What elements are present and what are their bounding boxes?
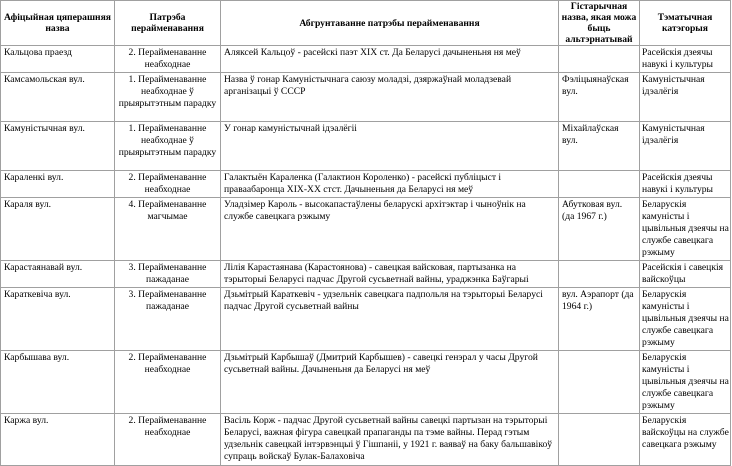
header-official-name: Афіцыйная цяперашняя назва bbox=[1, 1, 115, 46]
table-body bbox=[1, 46, 731, 466]
cell-official-name: Камуністычная вул. bbox=[1, 122, 115, 171]
cell-historical-name: вул. Аэрапорт (да 1964 г.) bbox=[559, 288, 640, 351]
cell-justification: Уладзімер Кароль - высокапастаўлены беларускі архітэктар і чыноўнік на службе савецкага рэжыму bbox=[221, 198, 559, 261]
cell-category: Беларускія вайскоўцы на службе савецкага рэжыму bbox=[640, 414, 731, 466]
cell-category: Беларускія камуністы і цывільныя дзеячы на службе савецкага рэжыму bbox=[640, 351, 731, 414]
cell-category: Расейскія і савецкія вайскоўцы bbox=[640, 261, 731, 288]
cell-category: Расейскія дзеячы навукі і культуры bbox=[640, 171, 731, 198]
cell-reason: 3. Перайменаванне пажаданае bbox=[115, 261, 221, 288]
cell-official-name: Кальцова праезд bbox=[1, 46, 115, 73]
header-justification: Абгрунтаванне патрэбы перайменавання bbox=[221, 1, 559, 46]
cell-official-name: Карбышава вул. bbox=[1, 351, 115, 414]
cell-category: Расейскія дзеячы навукі і культуры bbox=[640, 46, 731, 73]
cell-reason: 2. Перайменаванне неабходнае bbox=[115, 46, 221, 73]
table-row bbox=[1, 414, 731, 466]
table-row bbox=[1, 261, 731, 288]
cell-reason: 3. Перайменаванне пажаданае bbox=[115, 288, 221, 351]
cell-official-name: Караленкі вул. bbox=[1, 171, 115, 198]
cell-justification: Васіль Корж - падчас Другой сусьветнай вайны савецкі партызан на тэрыторыі Беларусі, важная фігура савецкай прапаганды па тэме вайны. Перад гэтым удзельнік савецкай інтэрвэнцыі ў Гішпаніі, у 1921 г. ваяваў на баку бальшавікоў супраць войскаў Булак-Балаховіча bbox=[221, 414, 559, 466]
cell-historical-name: Абутковая вул. (да 1967 г.) bbox=[559, 198, 640, 261]
cell-reason: 1. Перайменаванне неабходнае ў прыярытэтным парадку bbox=[115, 73, 221, 122]
table-row bbox=[1, 198, 731, 261]
cell-historical-name: Фэліцыянаўская вул. bbox=[559, 73, 640, 122]
cell-historical-name bbox=[559, 171, 640, 198]
header-reason: Патрэба перайменавання bbox=[115, 1, 221, 46]
cell-category: Беларускія камуністы і цывільныя дзеячы на службе савецкага рэжыму bbox=[640, 198, 731, 261]
header-historical-name: Гістарычная назва, якая можа быць альтэрнатывай bbox=[559, 1, 640, 46]
cell-category: Камуністычная ідэалёгія bbox=[640, 73, 731, 122]
table-row bbox=[1, 46, 731, 73]
cell-justification: Аляксей Кальцоў - расейскі паэт XIX ст. Да Беларусі дачыненьня ня меў bbox=[221, 46, 559, 73]
cell-official-name: Каржа вул. bbox=[1, 414, 115, 466]
cell-category: Камуністычная ідэалёгія bbox=[640, 122, 731, 171]
cell-category: Беларускія камуністы і цывільныя дзеячы на службе савецкага рэжыму bbox=[640, 288, 731, 351]
table-row bbox=[1, 73, 731, 122]
table-row bbox=[1, 351, 731, 414]
cell-justification: Дзьмітрый Карбышаў (Дмитрий Карбышев) - савецкі генэрал у часы Другой сусьветнай вайны. Дачыненьня да Беларусі ня меў bbox=[221, 351, 559, 414]
cell-justification: Назва ў гонар Камуністычнага саюзу моладзі, дзяржаўнай моладзевай арганізацыі ў СССР bbox=[221, 73, 559, 122]
cell-official-name: Караля вул. bbox=[1, 198, 115, 261]
header-row bbox=[1, 1, 731, 46]
header-category: Тэматычная катэгорыя bbox=[640, 1, 731, 46]
cell-reason: 1. Перайменаванне неабходнае ў прыярытэтным парадку bbox=[115, 122, 221, 171]
cell-historical-name bbox=[559, 414, 640, 466]
cell-historical-name bbox=[559, 261, 640, 288]
cell-reason: 2. Перайменаванне неабходнае bbox=[115, 171, 221, 198]
cell-official-name: Камсамольская вул. bbox=[1, 73, 115, 122]
cell-reason: 2. Перайменаванне неабходнае bbox=[115, 351, 221, 414]
table-row bbox=[1, 171, 731, 198]
cell-justification: Лілія Карастаянава (Карастоянова) - савецкая вайсковая, партызанка на тэрыторыі Беларусі падчас Другой сусьветнай вайны, ураджэнка Баўгарыі bbox=[221, 261, 559, 288]
cell-reason: 2. Перайменаванне неабходнае bbox=[115, 414, 221, 466]
cell-justification: У гонар камуністычнай ідэалёгіі bbox=[221, 122, 559, 171]
cell-historical-name: Міхайлаўская вул. bbox=[559, 122, 640, 171]
cell-official-name: Карастаянавай вул. bbox=[1, 261, 115, 288]
cell-reason: 4. Перайменаванне магчымае bbox=[115, 198, 221, 261]
table-row bbox=[1, 288, 731, 351]
cell-historical-name bbox=[559, 46, 640, 73]
cell-official-name: Караткевіча вул. bbox=[1, 288, 115, 351]
cell-justification: Дзьмітрый Караткевіч - удзельнік савецкага падпольля на тэрыторыі Беларусі падчас Другой сусьветнай вайны bbox=[221, 288, 559, 351]
cell-justification: Галактыён Караленка (Галактион Короленко) - расейскі публіцыст і праваабаронца XIX-XX стст. Дачыненьня да Беларусі ня меў bbox=[221, 171, 559, 198]
cell-historical-name bbox=[559, 351, 640, 414]
table-header bbox=[1, 1, 731, 46]
table-row bbox=[1, 122, 731, 171]
